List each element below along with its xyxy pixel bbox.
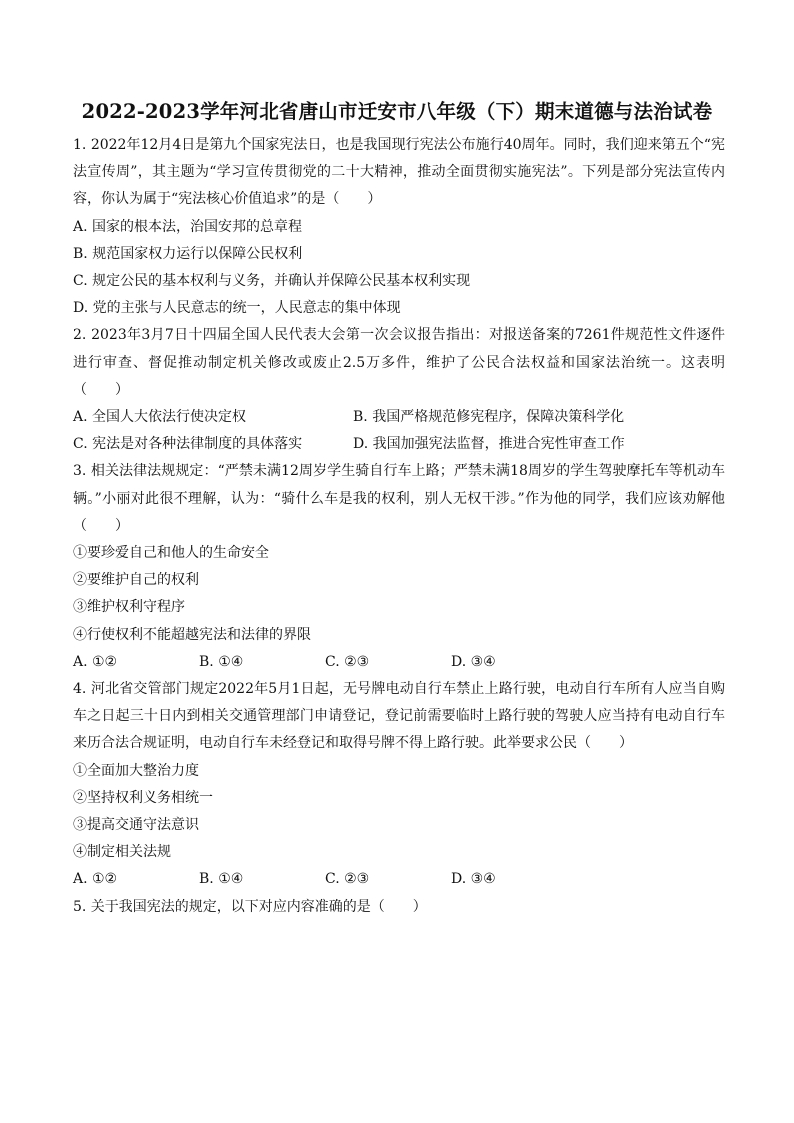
question-4-options [73,866,725,893]
question-3-option-b: B. ①④ [199,653,244,670]
question-2-option-c: C. 宪法是对各种法律制度的具体落实 [73,436,303,453]
question-2-options-row-1 [73,404,725,431]
question-1-stem: 1. 2022年12月4日是第九个国家宪法日，也是我国现行宪法公布施行40周年。同时，我们迎来第五个“宪法宣传周”，其主题为“学习宣传贯彻党的二十大精神，推动全面贯彻实施宪法”。下列是部分宪法宣传内容，你认为属于“宪法核心价值追求”的是（ ） [73,137,725,208]
question-3-item-2: ②要维护自己的权利 [73,572,199,589]
question-4-stem: 4. 河北省交管部门规定2022年5月1日起，无号牌电动自行车禁止上路行驶，电动自行车所有人应当自购车之日起三十日内到相关交通管理部门申请登记，登记前需要临时上路行驶的驾驶人应当持有电动自行车来历合法合规证明，电动自行车未经登记和取得号牌不得上路行驶。此举要求公民（ ） [73,681,725,752]
question-4-item-1: ①全面加大整治力度 [73,762,199,779]
question-3-item-1: ①要珍爱自己和他人的生命安全 [73,545,269,562]
question-3-options [73,649,725,676]
question-4-item-3: ③提高交通守法意识 [73,817,199,834]
question-4-item-2: ②坚持权利义务相统一 [73,789,213,806]
exam-title: 2022-2023学年河北省唐山市迁安市八年级（下）期末道德与法治试卷 [81,100,713,123]
exam-content [73,132,725,921]
question-4-option-c: C. ②③ [325,871,370,888]
question-4-option-b: B. ①④ [199,871,244,888]
question-5-stem: 5. 关于我国宪法的规定，以下对应内容准确的是（ ） [73,898,427,915]
question-2-stem: 2. 2023年3月7日十四届全国人民代表大会第一次会议报告指出：对报送备案的7261件规范性文件逐件进行审查、督促推动制定机关修改或废止2.5万多件，维护了公民合法权益和国家法治统一。这表明（ ） [73,327,725,398]
question-4-item-4: ④制定相关法规 [73,844,171,861]
question-2-options-row-2 [73,431,725,458]
question-1-option-a: A. 国家的根本法，治国安邦的总章程 [73,218,303,235]
question-3-stem: 3. 相关法律法规规定：“严禁未满12周岁学生骑自行车上路；严禁未满18周岁的学生驾驶摩托车等机动车辆。”小丽对此很不理解，认为：“骑什么车是我的权利，别人无权干涉。”作为他的同学，我们应该劝解他（ ） [73,463,725,534]
question-1-option-d: D. 党的主张与人民意志的统一，人民意志的集中体现 [73,300,401,317]
question-3-option-d: D. ③④ [451,653,496,670]
question-2-option-d: D. 我国加强宪法监督，推进合宪性审查工作 [353,436,625,453]
question-2-option-b: B. 我国严格规范修宪程序，保障决策科学化 [353,409,625,426]
question-2-option-a: A. 全国人大依法行使决定权 [73,409,247,426]
question-3-item-4: ④行使权利不能超越宪法和法律的界限 [73,626,311,643]
question-1-option-c: C. 规定公民的基本权利与义务，并确认并保障公民基本权利实现 [73,273,471,290]
question-4-option-d: D. ③④ [451,871,496,888]
question-3-item-3: ③维护权利守程序 [73,599,185,616]
question-3-option-c: C. ②③ [325,653,370,670]
question-3-option-a: A. ①② [73,653,118,670]
question-1-option-b: B. 规范国家权力运行以保障公民权利 [73,245,303,262]
question-4-option-a: A. ①② [73,871,118,888]
